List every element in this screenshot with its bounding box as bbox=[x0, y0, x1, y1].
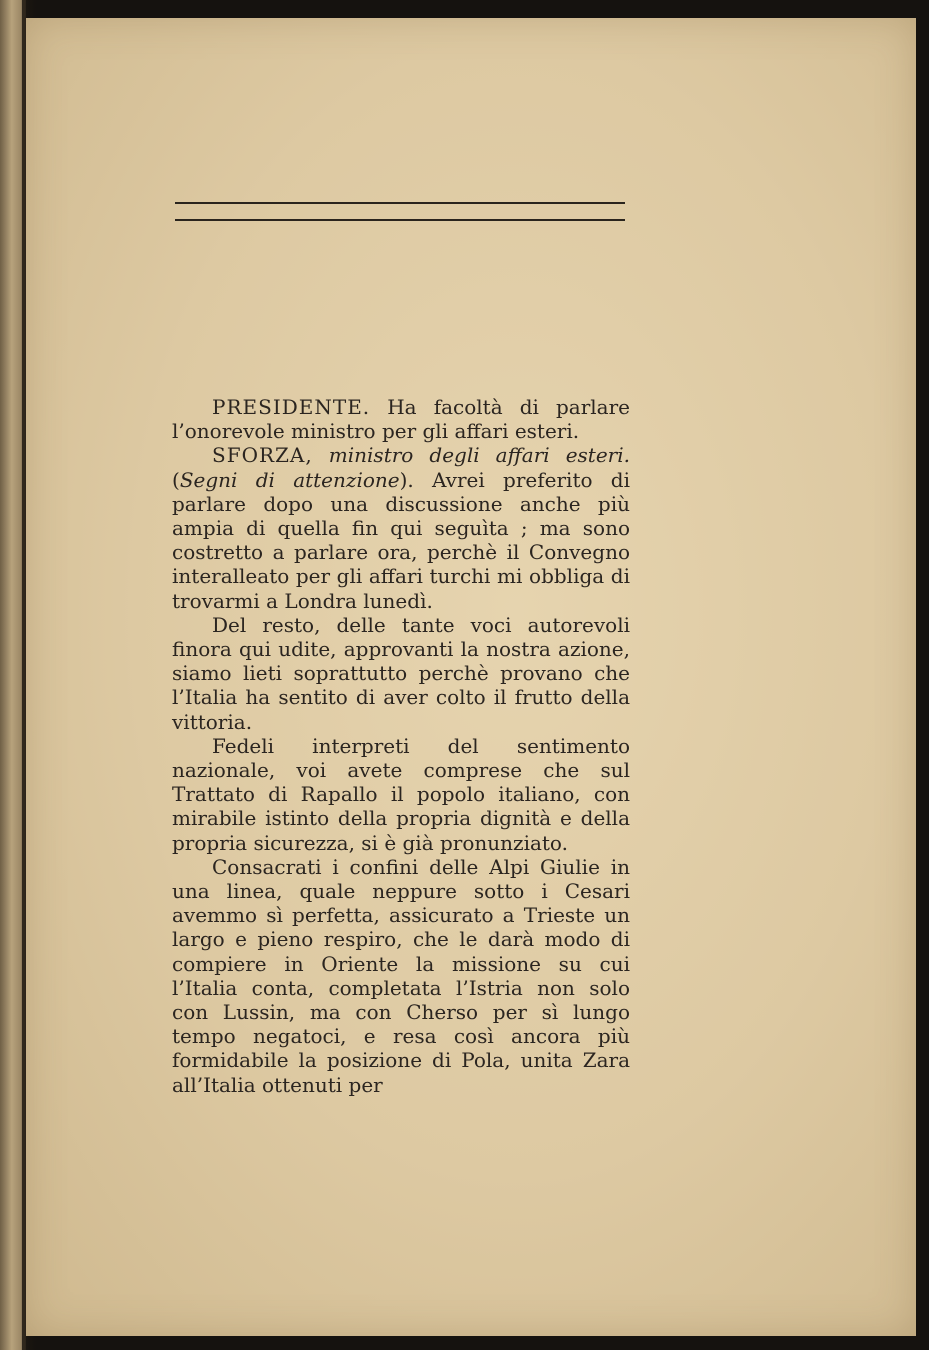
sforza-text: Avrei preferito di parlare dopo una discussione anche più ampia di quella fin qui seguìta ; ma sono costretto a parlare ora, perchè il Convegno interalleato per gli affari turchi mi obbliga di trovarmi a Londra lunedì. bbox=[172, 467, 630, 613]
top-rule-lower bbox=[175, 219, 625, 221]
paragraph-3: Del resto, delle tante voci autorevoli finora qui udite, approvanti la nostra azione, siamo lieti soprattutto perchè provano che l’Italia ha sentito di aver colto il frutto della vittoria. bbox=[172, 612, 630, 734]
speaker-president: PRESIDENTE. bbox=[212, 395, 371, 419]
president-line: Ha facoltà di parlare l’onorevole ministro per gli affari esteri. bbox=[172, 395, 630, 444]
paragraph-president bbox=[172, 395, 630, 443]
sforza-role: ministro degli affari esteri. bbox=[312, 443, 630, 468]
page-sheet bbox=[26, 18, 916, 1336]
sforza-note-open: ( bbox=[172, 467, 180, 492]
sforza-note-close: ). bbox=[399, 467, 414, 492]
sforza-note: Segni di attenzione bbox=[179, 467, 400, 492]
speaker-sforza: SFORZA, bbox=[212, 443, 313, 468]
top-rule-upper bbox=[175, 202, 625, 204]
paragraph-5: Consacrati i confini delle Alpi Giulie in una linea, quale neppure sotto i Cesari avemmo sì perfetta, assicurato a Trieste un largo e pieno respiro, che le darà modo di compiere in Oriente la missione su cui l’Italia conta, completata l’Istria non solo con Lussin, ma con Cherso per sì lungo tempo negatoci, e resa così ancora più formidabile la posizione di Pola, unita Zara all’Italia ottenuti per bbox=[172, 854, 630, 1097]
speech-text bbox=[172, 395, 630, 1097]
paragraph-4: Fedeli interpreti del sentimento nazionale, voi avete comprese che sul Trattato di Rapallo il popolo italiano, con mirabile istinto della propria dignità e della propria sicurezza, si è già pronunziato. bbox=[172, 733, 630, 855]
paragraph-sforza bbox=[172, 443, 630, 612]
